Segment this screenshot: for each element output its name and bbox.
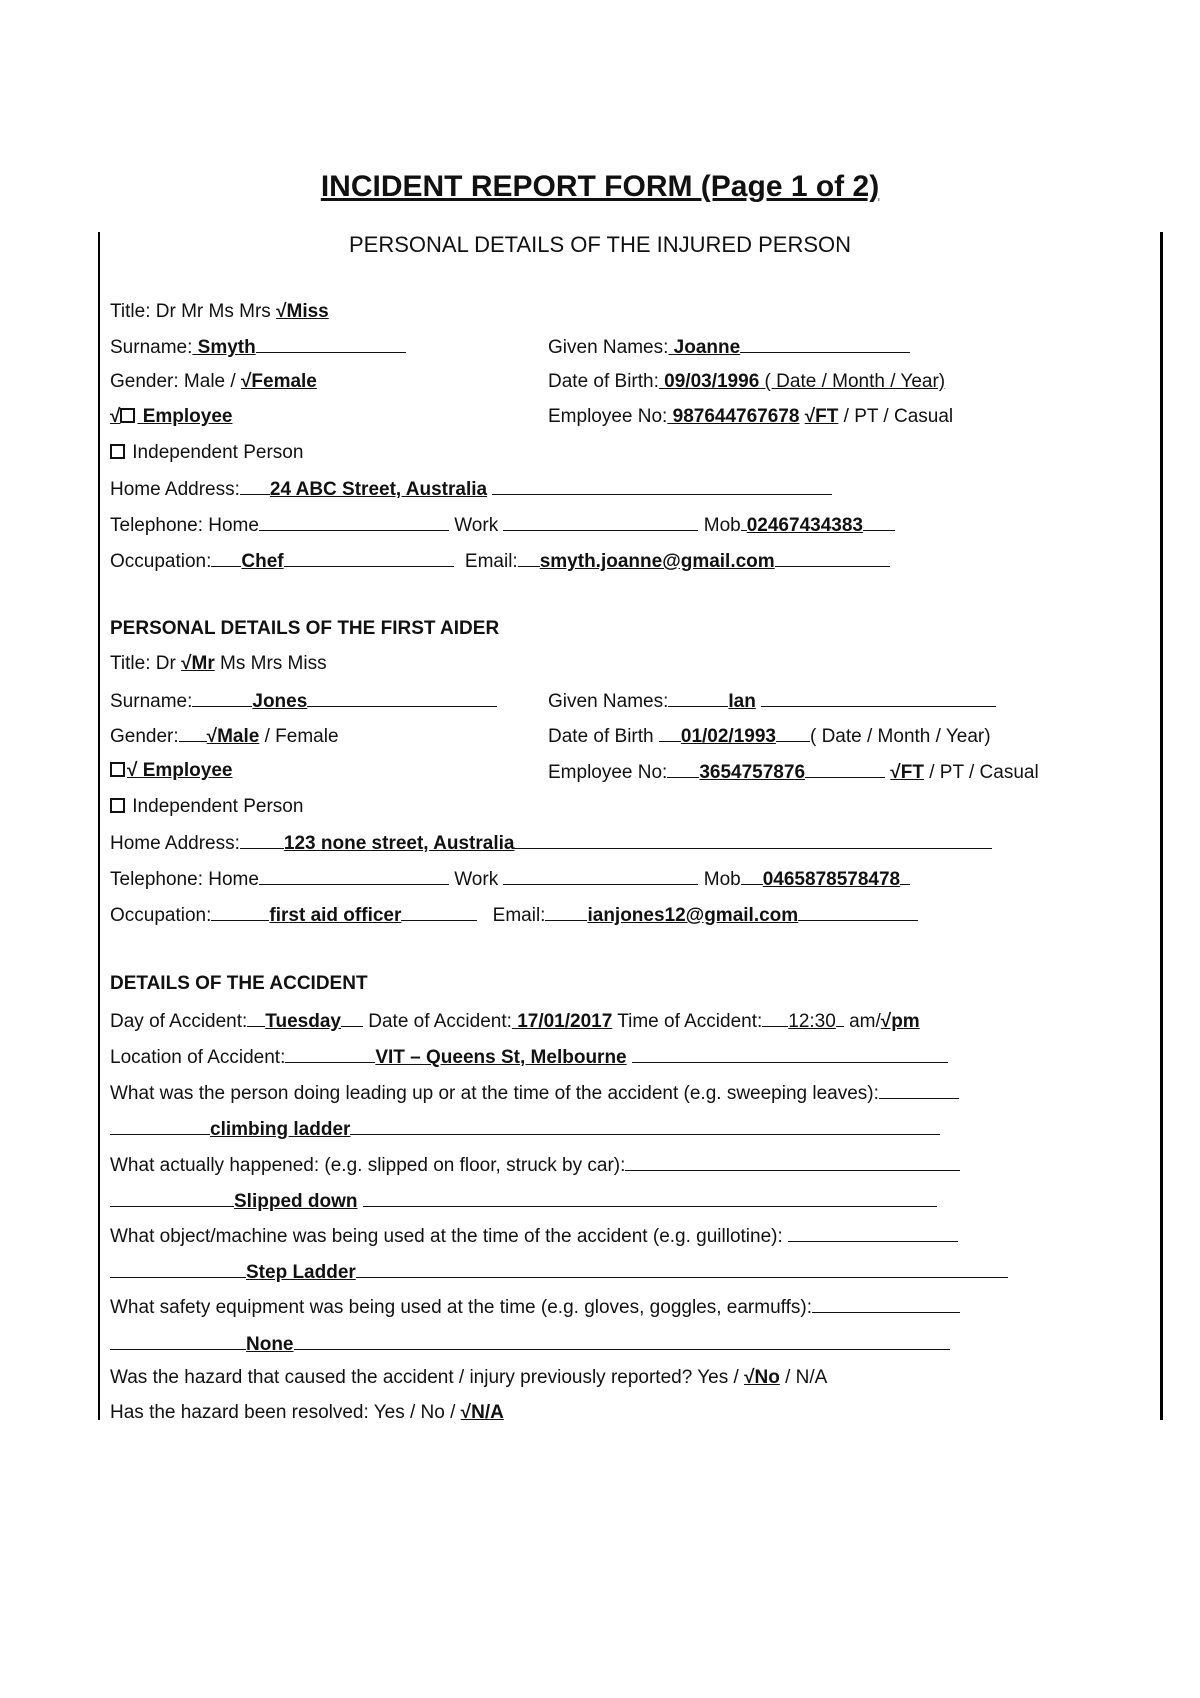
aider-telephone-row: Telephone: Home Work Mob 0465878578478: [110, 866, 910, 892]
reported-row: Was the hazard that caused the accident / injury previously reported? Yes / √No / N/A: [110, 1367, 828, 1388]
first-aider-section-heading: PERSONAL DETAILS OF THE FIRST AIDER: [110, 618, 500, 639]
aider-occupation-value: first aid officer: [269, 905, 402, 926]
injured-independent-row: Independent Person: [110, 441, 303, 465]
injured-occupation-value: Chef: [241, 551, 284, 572]
aider-title-selected: √Mr: [181, 653, 215, 674]
happened-answer-row: [110, 1188, 937, 1214]
aider-address-row: Home Address: 123 none street, Australia: [110, 830, 992, 856]
safety-answer-row: [110, 1331, 950, 1357]
aider-given-row: Given Names: Ian: [548, 688, 996, 714]
doing-answer-row: [110, 1116, 940, 1142]
injured-empno-value: 987644767678: [667, 406, 800, 427]
object-answer-value: Step Ladder: [246, 1262, 356, 1283]
doing-answer-value: climbing ladder: [210, 1119, 351, 1140]
injured-gender-selected: √Female: [240, 371, 317, 392]
accident-day-value: Tuesday: [265, 1011, 341, 1032]
injured-gender-row: Gender: Male / √Female: [110, 371, 317, 392]
aider-ft-selected: √FT: [890, 762, 924, 783]
accident-section-heading: DETAILS OF THE ACCIDENT: [110, 973, 368, 994]
accident-time-value: 12:30: [788, 1011, 836, 1032]
accident-location-value: VIT – Queens St, Melbourne: [375, 1047, 627, 1068]
injured-email-value: smyth.joanne@gmail.com: [539, 551, 775, 572]
accident-date-value: 17/01/2017: [511, 1011, 613, 1032]
injured-dob-value: 09/03/1996: [658, 371, 760, 392]
form-title: INCIDENT REPORT FORM (Page 1 of 2): [320, 170, 880, 203]
aider-occupation-row: Occupation: first aid officer Email: ianjones12@gmail.com: [110, 902, 918, 928]
injured-empno-row: Employee No: 987644767678 √FT / PT / Casual: [548, 406, 954, 427]
aider-title-row: Title: Dr √Mr Ms Mrs Miss: [110, 653, 327, 674]
accident-pm-selected: √pm: [880, 1011, 920, 1032]
aider-employee-row: √ Employee: [110, 759, 232, 783]
resolved-row: Has the hazard been resolved: Yes / No / √N/A: [110, 1402, 504, 1423]
safety-question-row: What safety equipment was being used at the time (e.g. gloves, goggles, earmuffs):: [110, 1294, 960, 1320]
aider-surname-row: Surname: Jones: [110, 688, 497, 714]
object-question-row: What object/machine was being used at the time of the accident (e.g. guillotine):: [110, 1223, 958, 1249]
aider-given-value: Ian: [728, 691, 756, 712]
aider-employee-checkbox: [110, 762, 125, 777]
safety-answer-value: None: [246, 1334, 294, 1355]
injured-employee-row: √ Employee: [110, 406, 233, 427]
injured-title-row: Title: Dr Mr Ms Mrs √Miss: [110, 301, 329, 322]
left-border-line: [98, 232, 100, 1420]
doing-question-row: What was the person doing leading up or at the time of the accident (e.g. sweeping leaves):: [110, 1080, 959, 1106]
aider-independent-checkbox: [110, 798, 125, 813]
injured-mobile-value: 02467434383: [746, 515, 863, 536]
aider-gender-row: Gender: √Male / Female: [110, 723, 339, 749]
aider-address-value: 123 none street, Australia: [283, 833, 515, 854]
happened-question-row: What actually happened: (e.g. slipped on floor, struck by car):: [110, 1152, 960, 1178]
injured-dob-row: Date of Birth: 09/03/1996 ( Date / Month / Year): [548, 371, 946, 392]
injured-given-row: Given Names: Joanne: [548, 334, 910, 360]
resolved-selected: √N/A: [460, 1402, 504, 1423]
reported-selected: √No: [744, 1367, 780, 1388]
accident-day-row: Day of Accident: Tuesday Date of Accident: 17/01/2017 Time of Accident: 12:30 am/√pm: [110, 1008, 920, 1034]
aider-surname-value: Jones: [252, 691, 308, 712]
aider-mobile-value: 0465878578478: [762, 869, 901, 890]
aider-dob-value: 01/02/1993: [680, 726, 776, 747]
employee-checkbox: [120, 408, 135, 423]
aider-gender-selected: √Male: [206, 726, 260, 747]
accident-location-row: Location of Accident: VIT – Queens St, Melbourne: [110, 1044, 948, 1070]
happened-answer-value: Slipped down: [234, 1191, 358, 1212]
injured-surname-value: Smyth: [192, 337, 256, 358]
injured-title-selected: √Miss: [276, 301, 329, 322]
aider-independent-row: Independent Person: [110, 795, 303, 819]
independent-checkbox: [110, 444, 125, 459]
aider-empno-row: Employee No: 3654757876 √FT / PT / Casual: [548, 759, 1039, 785]
injured-occupation-row: Occupation: Chef Email: smyth.joanne@gmail.com: [110, 548, 890, 574]
aider-empno-value: 3654757876: [699, 762, 806, 783]
object-answer-row: [110, 1259, 1008, 1285]
aider-email-value: ianjones12@gmail.com: [587, 905, 799, 926]
right-border-line: [1160, 232, 1163, 1420]
injured-ft-selected: √FT: [804, 406, 839, 427]
injured-address-value: 24 ABC Street, Australia: [269, 479, 488, 500]
injured-section-heading: PERSONAL DETAILS OF THE INJURED PERSON: [348, 232, 852, 257]
injured-surname-row: Surname: Smyth: [110, 334, 406, 360]
injured-telephone-row: Telephone: Home Work Mob 02467434383: [110, 512, 895, 538]
injured-given-value: Joanne: [668, 337, 741, 358]
injured-address-row: Home Address: 24 ABC Street, Australia: [110, 476, 832, 502]
aider-dob-row: Date of Birth 01/02/1993 ( Date / Month / Year): [548, 723, 991, 749]
